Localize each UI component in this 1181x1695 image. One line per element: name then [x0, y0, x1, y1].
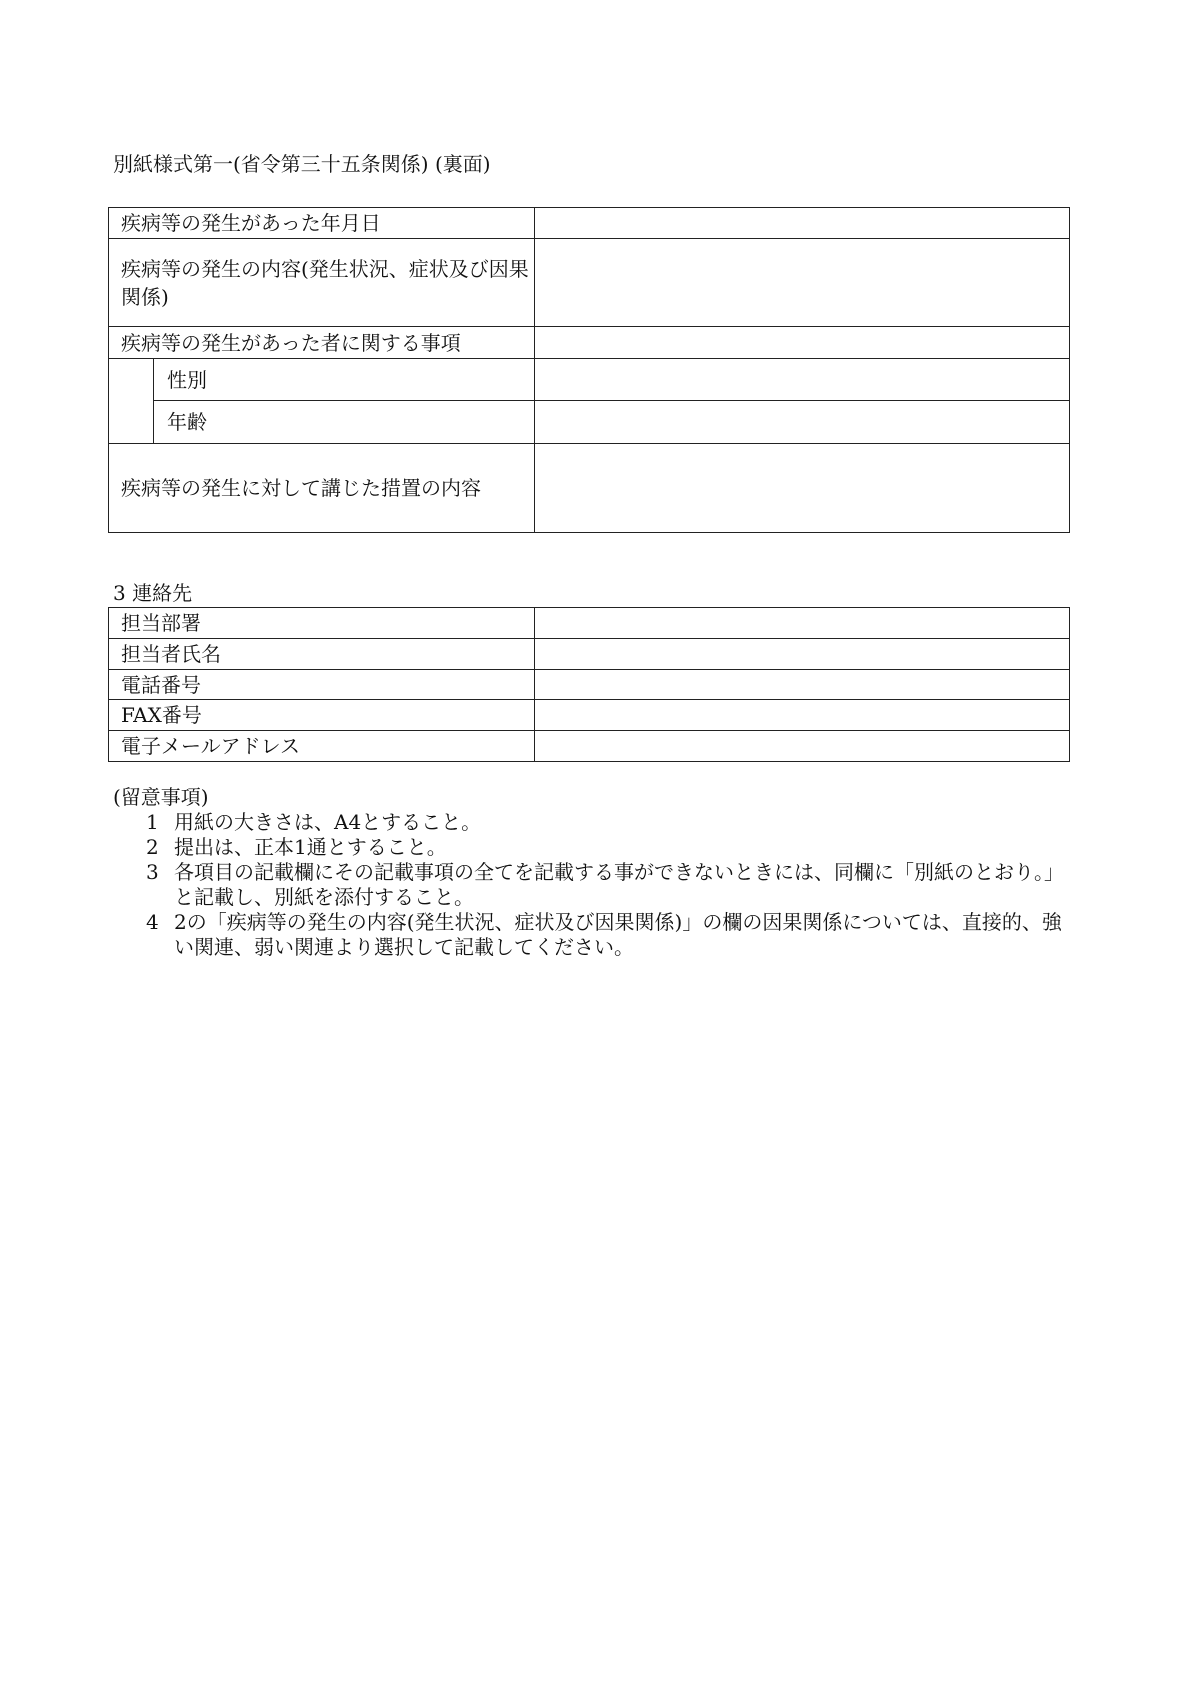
sex-field[interactable]	[535, 359, 1070, 401]
row-label-fax: FAX番号	[109, 700, 535, 731]
notes-section	[113, 785, 1073, 960]
table-row	[109, 401, 1070, 444]
table-row	[109, 639, 1070, 670]
row-label-email: 電子メールアドレス	[109, 731, 535, 762]
table-row	[109, 700, 1070, 731]
onset-details-field[interactable]	[535, 239, 1070, 327]
email-field[interactable]	[535, 731, 1070, 762]
row-label-person-in-charge: 担当者氏名	[109, 639, 535, 670]
row-label-onset-details: 疾病等の発生の内容(発生状況、症状及び因果関係)	[109, 239, 535, 327]
note-text: 各項目の記載欄にその記載事項の全てを記載する事ができないときには、同欄に「別紙のとおり。」と記載し、別紙を添付すること。	[174, 860, 1064, 909]
note-item	[113, 835, 1073, 860]
table-row	[109, 670, 1070, 700]
row-label-onset-date: 疾病等の発生があった年月日	[109, 208, 535, 239]
row-label-measures: 疾病等の発生に対して講じた措置の内容	[109, 444, 535, 533]
row-label-phone: 電話番号	[109, 670, 535, 700]
notes-heading: (留意事項)	[113, 785, 209, 809]
note-number: 4	[146, 910, 159, 934]
contact-table	[108, 607, 1070, 762]
table-row	[109, 608, 1070, 639]
department-field[interactable]	[535, 608, 1070, 639]
table-row	[109, 327, 1070, 359]
note-text: 用紙の大きさは、A4とすること。	[174, 810, 482, 834]
table-row	[109, 239, 1070, 327]
form-title: 別紙様式第一(省令第三十五条関係) (裏面)	[113, 152, 491, 176]
note-number: 1	[146, 810, 159, 834]
indent-cell	[109, 359, 154, 444]
contact-heading: 3 連絡先	[113, 581, 193, 605]
row-label-age: 年齢	[154, 401, 535, 444]
row-label-sex: 性別	[154, 359, 535, 401]
phone-field[interactable]	[535, 670, 1070, 700]
table-row	[109, 731, 1070, 762]
patient-matters-field[interactable]	[535, 327, 1070, 359]
note-item	[113, 810, 1073, 835]
onset-date-field[interactable]	[535, 208, 1070, 239]
table-row	[109, 444, 1070, 533]
fax-field[interactable]	[535, 700, 1070, 731]
row-label-patient-matters: 疾病等の発生があった者に関する事項	[109, 327, 535, 359]
note-number: 2	[146, 835, 159, 859]
table-row	[109, 208, 1070, 239]
report-table	[108, 207, 1070, 533]
note-item	[113, 860, 1073, 910]
note-item	[113, 910, 1073, 960]
table-row	[109, 359, 1070, 401]
note-text: 2の「疾病等の発生の内容(発生状況、症状及び因果関係)」の欄の因果関係については、直接的、強い関連、弱い関連より選択して記載してください。	[174, 910, 1062, 959]
row-label-department: 担当部署	[109, 608, 535, 639]
person-in-charge-field[interactable]	[535, 639, 1070, 670]
age-field[interactable]	[535, 401, 1070, 444]
note-text: 提出は、正本1通とすること。	[174, 835, 447, 859]
note-number: 3	[146, 860, 159, 884]
measures-field[interactable]	[535, 444, 1070, 533]
